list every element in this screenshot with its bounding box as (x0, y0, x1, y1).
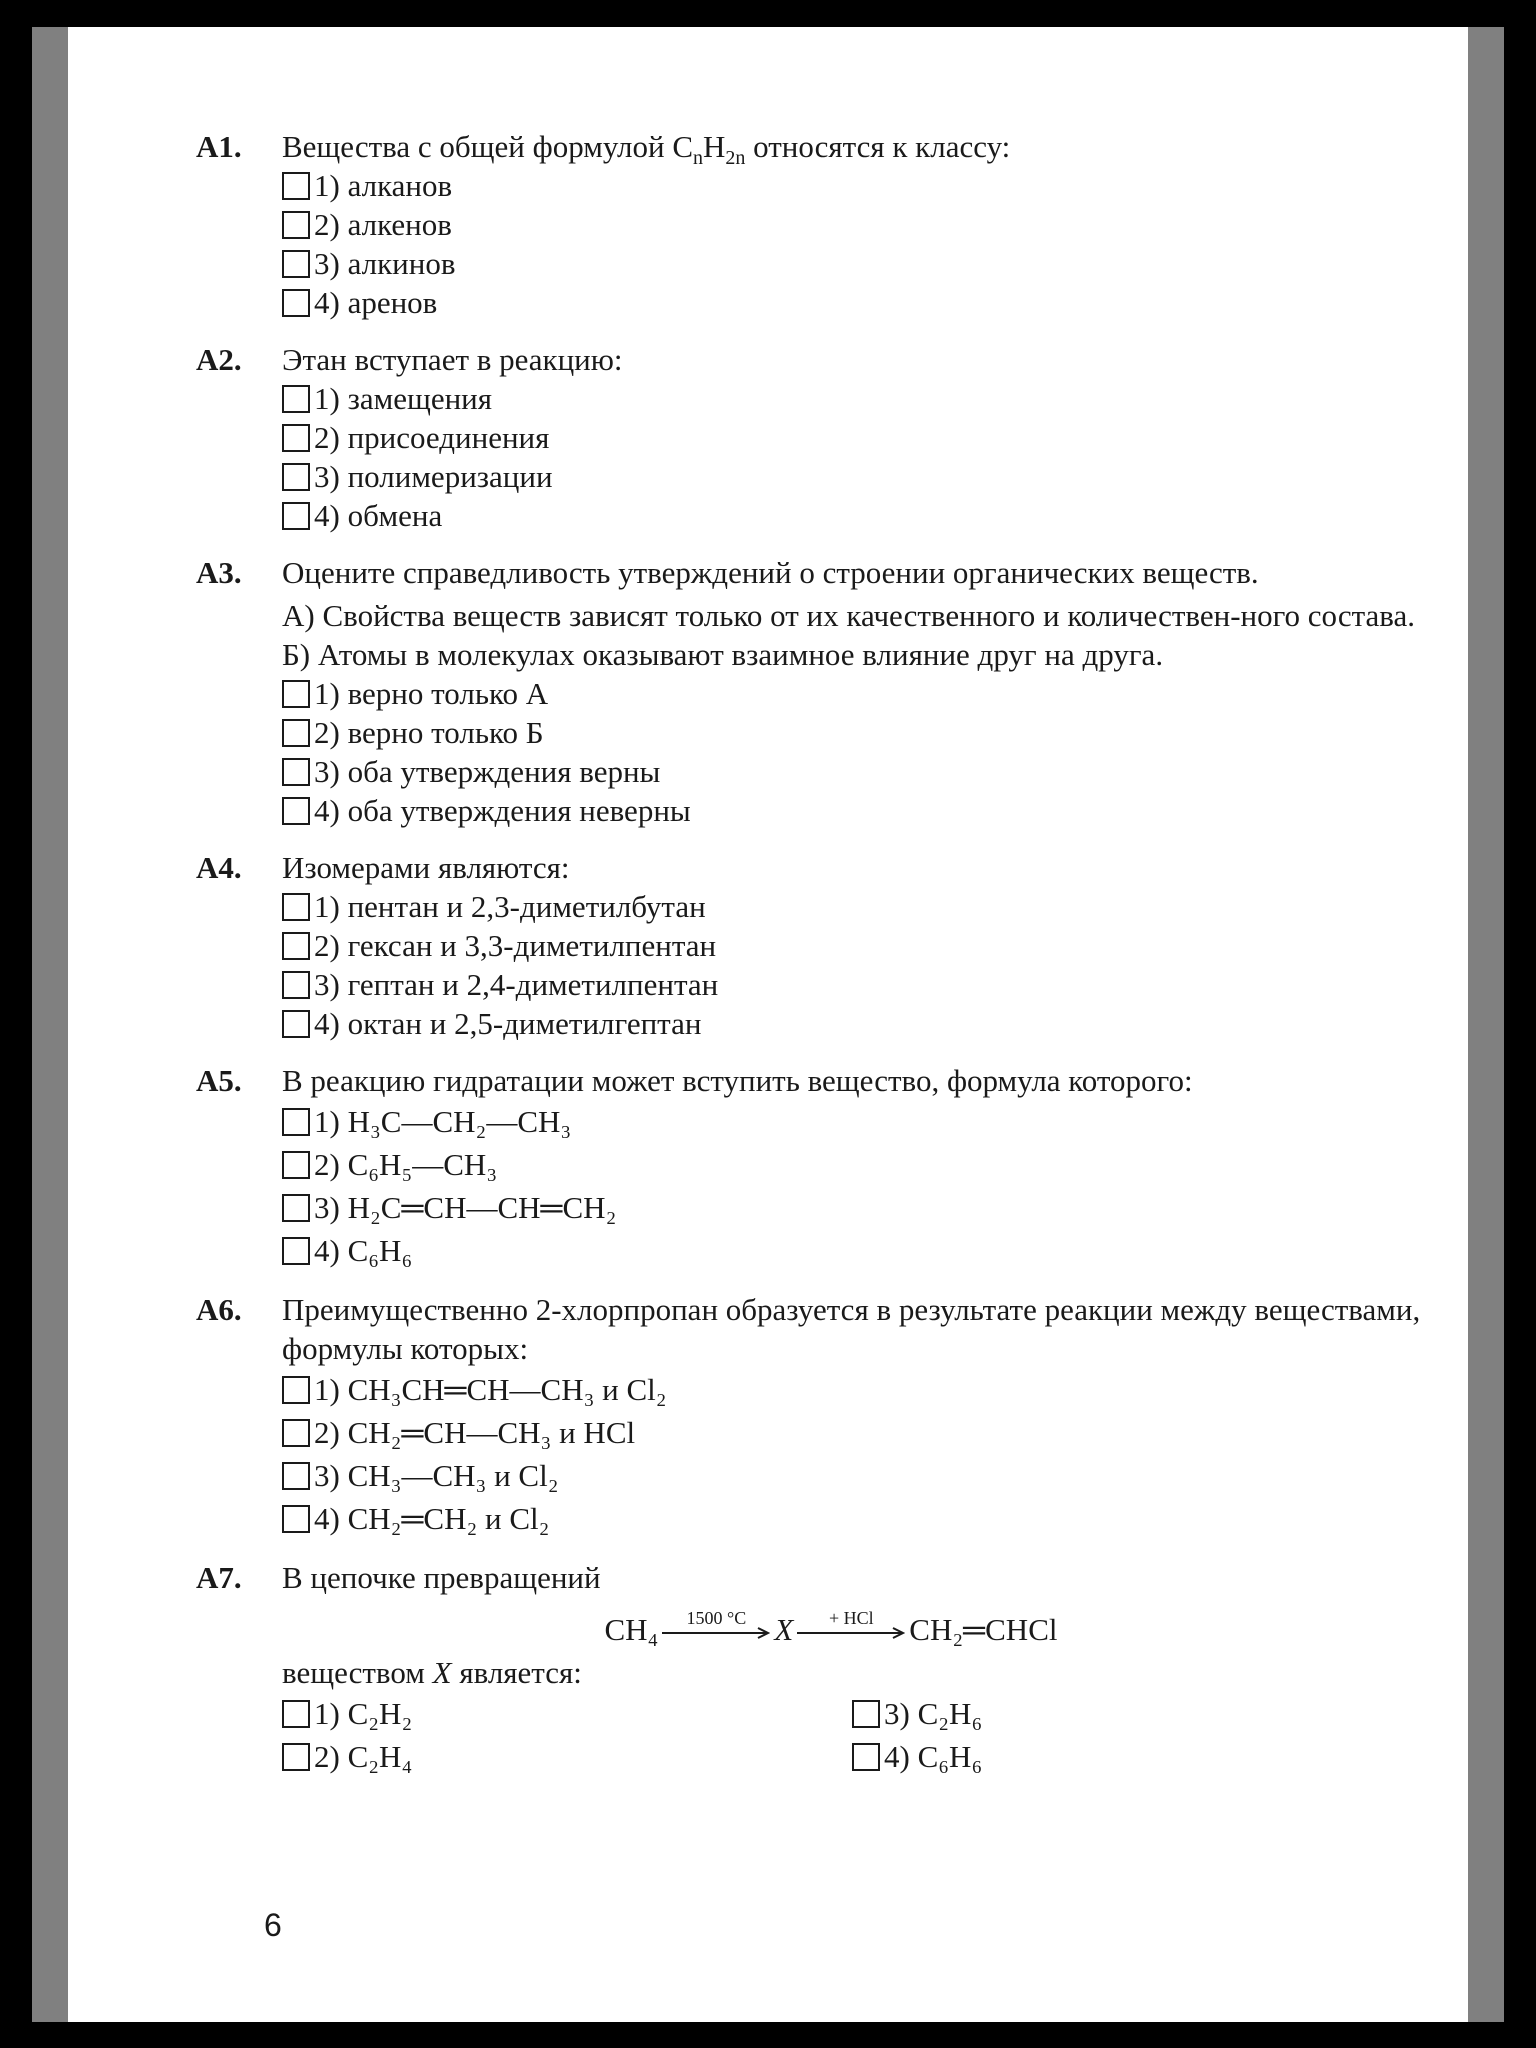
answer-option: 1) CH₃CH═CH—CH₃ и Cl₂ (282, 1368, 1426, 1411)
question-number: А5. (196, 1063, 242, 1098)
checkbox[interactable] (282, 289, 310, 317)
answer-option: 1) пентан и 2,3-диметилбутан (282, 887, 1426, 926)
statement-a: А) Свойства веществ зависят только от их качественного и количествен-ного состава. (282, 598, 1416, 633)
checkbox[interactable] (282, 1194, 310, 1222)
answer-option: 1) C₂H₂ (282, 1692, 852, 1735)
question-a2 (196, 340, 1426, 535)
answer-option: 2) C₆H₅—CH₃ (282, 1143, 1426, 1186)
reaction-arrow-1 (662, 1609, 770, 1649)
answer-option: 3) H₂C═CH—CH═CH₂ (282, 1186, 1426, 1229)
question-a3 (196, 553, 1426, 830)
question-text: Изомерами являются: (282, 850, 570, 885)
question-a6 (196, 1290, 1426, 1540)
answer-option: 3) C₂H₆ (852, 1692, 1422, 1735)
checkbox[interactable] (282, 797, 310, 825)
page-content (196, 127, 1426, 1796)
checkbox[interactable] (282, 1700, 310, 1728)
checkbox[interactable] (282, 719, 310, 747)
answer-option: 4) C₆H₆ (282, 1229, 1426, 1272)
answer-option: 2) алкенов (282, 205, 1426, 244)
checkbox[interactable] (282, 1376, 310, 1404)
chain-middle: X (774, 1612, 794, 1647)
answer-option: 2) присоединения (282, 418, 1426, 457)
arrow-right-icon (797, 1627, 905, 1639)
checkbox[interactable] (282, 932, 310, 960)
checkbox[interactable] (852, 1743, 880, 1771)
answer-option: 4) октан и 2,5-диметилгептан (282, 1004, 1426, 1043)
checkbox[interactable] (282, 680, 310, 708)
right-gutter (1468, 27, 1504, 2022)
page-number: 6 (264, 1907, 282, 1943)
answer-option: 1) верно только А (282, 674, 1426, 713)
answer-option: 2) CH₂═CH—CH₃ и HCl (282, 1411, 1426, 1454)
arrow-right-icon (662, 1627, 770, 1639)
answer-option: 3) гептан и 2,4-диметилпентан (282, 965, 1426, 1004)
checkbox[interactable] (282, 502, 310, 530)
chain-start: CH₄ (604, 1612, 659, 1647)
answer-option: 4) C₆H₆ (852, 1735, 1422, 1778)
answer-options (282, 887, 1426, 1043)
question-number: А3. (196, 555, 242, 590)
question-a7 (196, 1558, 1426, 1778)
answer-option: 3) алкинов (282, 244, 1426, 283)
answer-option: 3) полимеризации (282, 457, 1426, 496)
question-number: А2. (196, 342, 242, 377)
checkbox[interactable] (282, 1743, 310, 1771)
checkbox[interactable] (282, 463, 310, 491)
question-number: А4. (196, 850, 242, 885)
question-a5 (196, 1061, 1426, 1272)
answer-option: 4) CH₂═CH₂ и Cl₂ (282, 1497, 1426, 1540)
answer-option: 4) обмена (282, 496, 1426, 535)
answer-options (282, 674, 1426, 830)
answer-option: 2) верно только Б (282, 713, 1426, 752)
question-number: А7. (196, 1560, 242, 1595)
transformation-chain (196, 1603, 1426, 1649)
answer-options (282, 166, 1426, 322)
question-text: Преимущественно 2-хлорпропан образуется в результате реакции между веществами, формулы которых: (282, 1292, 1421, 1366)
answer-option: 1) алканов (282, 166, 1426, 205)
checkbox[interactable] (852, 1700, 880, 1728)
question-subtext: веществом X является: (282, 1655, 582, 1690)
arrow-condition: 1500 °C (686, 1608, 747, 1628)
reaction-arrow-2 (797, 1609, 905, 1649)
question-a1 (196, 127, 1426, 322)
checkbox[interactable] (282, 1462, 310, 1490)
answer-option: 4) аренов (282, 283, 1426, 322)
answer-option: 3) оба утверждения верны (282, 752, 1426, 791)
checkbox[interactable] (282, 385, 310, 413)
statement-b: Б) Атомы в молекулах оказывают взаимное влияние друг на друга. (282, 637, 1164, 672)
question-text: В реакцию гидратации может вступить вещество, формула которого: (282, 1063, 1193, 1098)
checkbox[interactable] (282, 758, 310, 786)
answer-option: 2) гексан и 3,3-диметилпентан (282, 926, 1426, 965)
checkbox[interactable] (282, 250, 310, 278)
answer-options (282, 1368, 1426, 1540)
answer-options (282, 379, 1426, 535)
checkbox[interactable] (282, 893, 310, 921)
answer-option: 2) C₂H₄ (282, 1735, 852, 1778)
left-gutter (32, 27, 68, 2022)
answer-option: 4) оба утверждения неверны (282, 791, 1426, 830)
answer-options (282, 1692, 1426, 1778)
document-page (68, 27, 1468, 2022)
answer-option: 1) замещения (282, 379, 1426, 418)
chain-end: CH₂═CHCl (909, 1612, 1058, 1647)
checkbox[interactable] (282, 172, 310, 200)
question-text: Оцените справедливость утверждений о строении органических веществ. (282, 555, 1259, 590)
question-a4 (196, 848, 1426, 1043)
checkbox[interactable] (282, 1237, 310, 1265)
question-text: Этан вступает в реакцию: (282, 342, 623, 377)
question-number: А6. (196, 1292, 242, 1327)
answer-options (282, 1100, 1426, 1272)
checkbox[interactable] (282, 1010, 310, 1038)
checkbox[interactable] (282, 211, 310, 239)
checkbox[interactable] (282, 1151, 310, 1179)
answer-option: 3) CH₃—CH₃ и Cl₂ (282, 1454, 1426, 1497)
answer-option: 1) H₃C—CH₂—CH₃ (282, 1100, 1426, 1143)
checkbox[interactable] (282, 1108, 310, 1136)
checkbox[interactable] (282, 971, 310, 999)
checkbox[interactable] (282, 424, 310, 452)
checkbox[interactable] (282, 1505, 310, 1533)
question-text: Вещества с общей формулой $C_nH_{2n}$ относятся к классу: (282, 129, 1011, 169)
checkbox[interactable] (282, 1419, 310, 1447)
question-number: А1. (196, 129, 242, 164)
question-text: В цепочке превращений (282, 1560, 601, 1595)
arrow-condition: + HCl (828, 1608, 874, 1628)
